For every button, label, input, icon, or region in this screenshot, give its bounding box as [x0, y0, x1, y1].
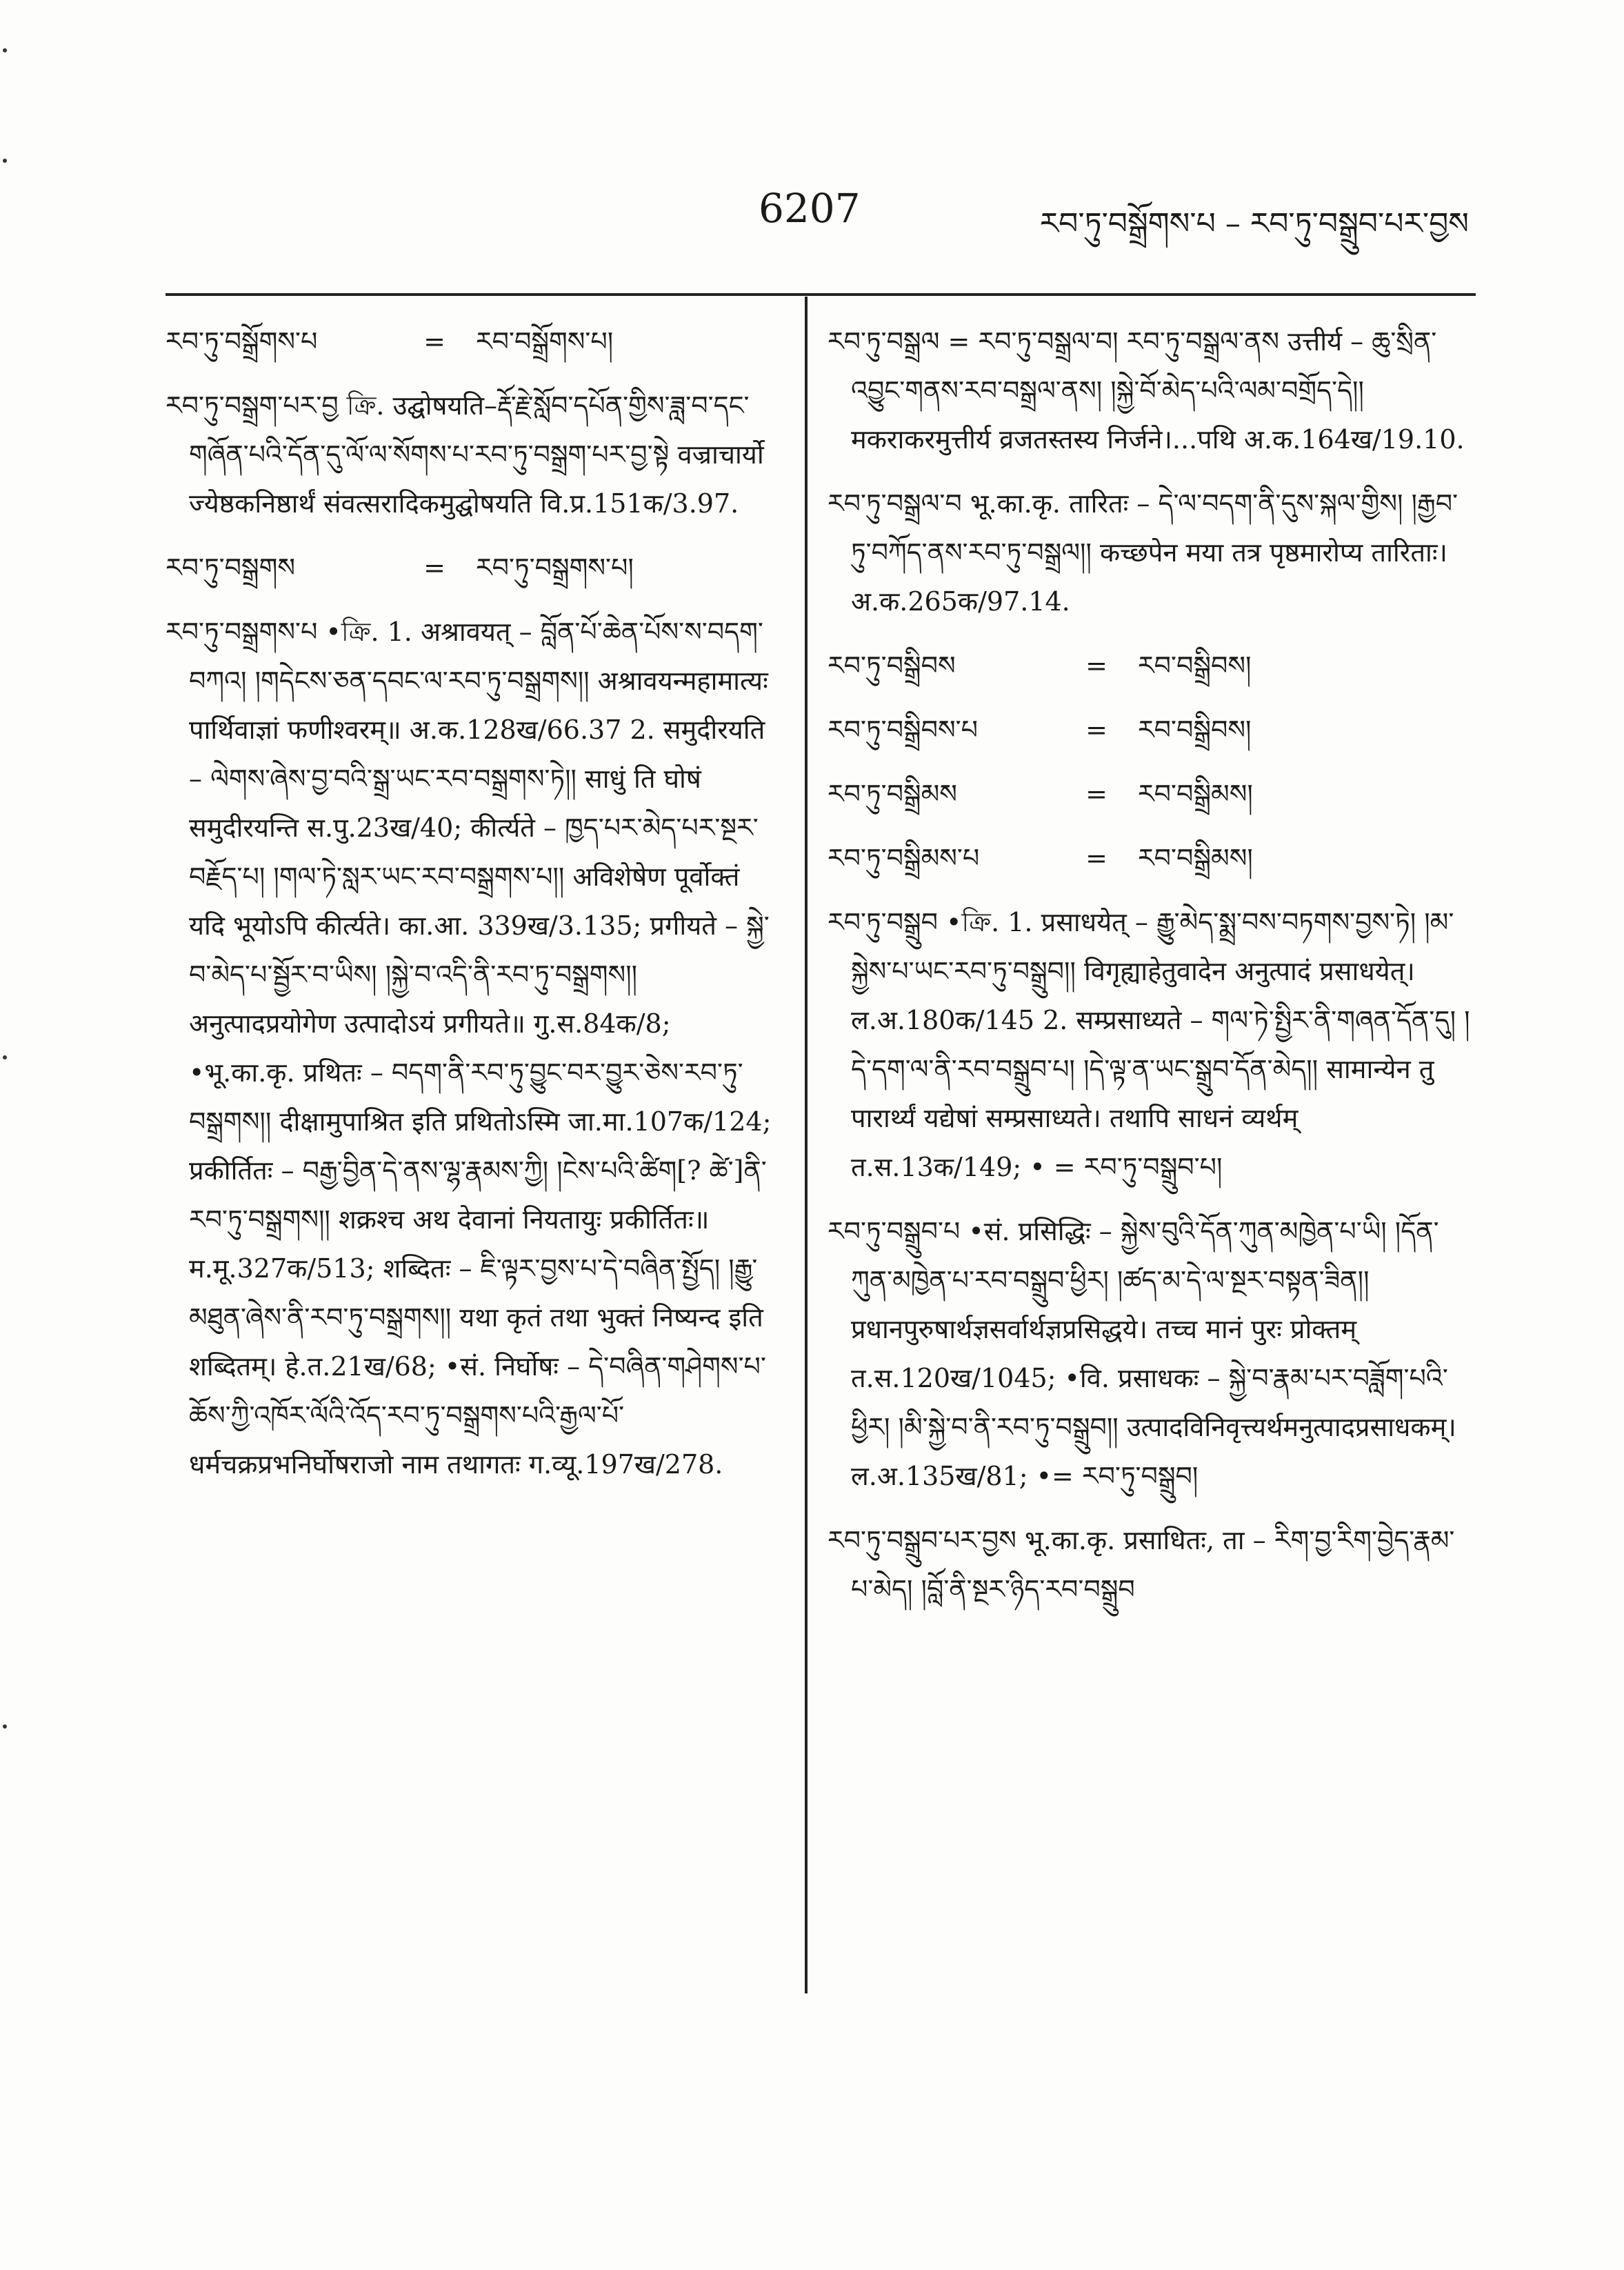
entry-target: རབ་བསྒྲིབས། — [1138, 650, 1252, 681]
dictionary-entry: རབ་ཏུ་བསྒྲགས་པ •ক্রি. 1. अश्रावयत् – བློན་པོ་ཆེན་པོས་ས་བདག་བཀའ། །གདེངས་ཅན་དབང་ལ་རབ་ཏུ་བསྒྲགས།། अश्रावयन्महामात्यः पार्थिवाज्ञां फणीश्वरम्॥ अ.क.128ख/66.37 2. समुदीरयति – ལེགས་ཞེས་བྱ་བའི་སྒྲ་ཡང་རབ་བསྒྲགས་ཏེ།། साधुं ति घोषं समुदीरयन्ति स.पु.23ख/40; कीर्त्यते – ཁྱད་པར་མེད་པར་སྔར་བརྗོད་པ། །གལ་ཏེ་སླར་ཡང་རབ་བསྒྲགས་པ།། अविशेषेण पूर्वोक्तं यदि भूयोऽपि कीर्त्यते। का.आ. 339ख/3.135; प्रगीयते – སྐྱེ་བ་མེད་པ་སྦྱོར་བ་ཡིས། །སྐྱེ་བ་འདི་ནི་རབ་ཏུ་བསྒྲགས།། अनुत्पादप्रयोगेण उत्पादोऽयं प्रगीयते॥ गु.स.84क/8; •भू.का.कृ. प्रथितः – བདག་ནི་རབ་ཏུ་བྱུང་བར་བྱུར་ཅེས་རབ་ཏུ་བསྒྲགས།། दीक्षामुपाश्रित इति प्रथितोऽस्मि जा.मा.107क/124; प्रकीर्तितः – བརྒྱ་བྱིན་དེ་ནས་ལྷ་རྣམས་ཀྱི། །ངེས་པའི་ཚིག[? ཚེ་]ནི་རབ་ཏུ་བསྒྲགས།། शक्रश्च अथ देवानां नियतायुः प्रकीर्तितः॥ म.मू.327क/513; शब्दितः – ཇི་ལྟར་བྱས་པ་དེ་བཞིན་སྤྱོད། །རྒྱུ་མཐུན་ཞེས་ནི་རབ་ཏུ་བསྒྲགས།། यथा कृतं तथा भुक्तं निष्यन्द इति शब्दितम्। हे.त.21ख/68; •सं. निर्घोषः – དེ་བཞིན་གཤེགས་པ་ཆོས་ཀྱི་འཁོར་ལོའི་འོད་རབ་ཏུ་བསྒྲགས་པའི་རྒྱལ་པོ་ धर्मचक्रप्रभनिर्घोषराजो नाम तथागतः ग.व्यू.197ख/278. — [166, 617, 772, 1480]
equals-sign: = — [1085, 650, 1107, 681]
entry-target: རབ་བསྒྲོགས་པ། — [476, 326, 614, 357]
dictionary-entry: རབ་ཏུ་བསྒྲལ་བ भू.का.कृ. तारितः – དེ་ལ་བདག་ནི་དུས་སྐལ་གྱིས། །རྒྱབ་ཏུ་བཀོད་ནས་རབ་ཏུ་བསྒྲལ།། कच्छपेन मया तत्र पृष्ठमारोप्य तारिताः। अ.क.265क/97.14. — [828, 488, 1458, 617]
cross-reference-entry — [828, 706, 1476, 755]
margin-mark — [3, 159, 7, 163]
margin-mark — [3, 1724, 7, 1729]
entry-target: རབ་བསྒྲིམས། — [1138, 843, 1253, 873]
entry-target: རབ་བསྒྲིམས། — [1138, 779, 1253, 809]
entry-headword: རབ་ཏུ་བསྒྲགས — [166, 552, 295, 583]
left-margin-marks — [0, 0, 14, 2270]
dictionary-entry: རབ་ཏུ་བསྒྲུབ •ক্রি. 1. प्रसाधयेत् – རྒྱུ་མེད་སྨྲ་བས་བཏགས་བྱས་ཏེ། །མ་སྐྱེས་པ་ཡང་རབ་ཏུ་བསྒྲུབ།། विगृह्याहेतुवादेन अनुत्पादं प्रसाधयेत्। ल.अ.180क/145 2. सम्प्रसाध्यते – གལ་ཏེ་སྤྱིར་ནི་གཞན་དོན་དུ། །དེ་དག་ལ་ནི་རབ་བསྒྲུབ་པ། །དེ་ལྟ་ན་ཡང་སྒྲུབ་དོན་མེད།། सामान्येन तु पारार्थ्यं यद्येषां सम्प्रसाध्यते। तथापि साधनं व्यर्थम् त.स.13क/149; • = རབ་ཏུ་བསྒྲུབ་པ། — [828, 907, 1470, 1182]
right-column — [828, 317, 1476, 1629]
entry-headword: རབ་ཏུ་བསྒྲོགས་པ — [166, 326, 318, 357]
dictionary-entry: རབ་ཏུ་བསྒྲག་པར་བྱ ক্রি. उद्घोषयति–རྡོ་རྗེ་སློབ་དཔོན་གྱིས་ཟླ་བ་དང་གཞོན་པའི་དོན་དུ་ལོ་ལ་སོགས་པ་རབ་ཏུ་བསྒྲག་པར་བྱ་སྟེ वज्राचार्यो ज्येष्ठकनिष्ठार्थं संवत्सरादिकमुद्घोषयति वि.प्र.151क/3.97. — [166, 390, 764, 519]
entry-headword: རབ་ཏུ་བསྒྲིབས — [828, 650, 956, 681]
equals-sign: = — [423, 552, 445, 583]
entry-headword: རབ་ཏུ་བསྒྲིབས་པ — [828, 715, 978, 745]
cross-reference-entry — [828, 641, 1476, 690]
equals-sign: = — [1085, 715, 1107, 745]
entry-headword: རབ་ཏུ་བསྒྲིམས་པ — [828, 843, 980, 873]
equals-sign: = — [1085, 843, 1107, 873]
dictionary-entry: རབ་ཏུ་བསྒྲུབ་པར་བྱས भू.का.कृ. प्रसाधितः, ता – རིག་བྱ་རིག་བྱེད་རྣམ་པ་མེད། །བློ་ནི་སྔར་ཉིད་རབ་བསྒྲུབ — [828, 1525, 1455, 1604]
margin-mark — [3, 1055, 7, 1059]
entry-target: རབ་བསྒྲིབས། — [1138, 715, 1252, 745]
entry-headword: རབ་ཏུ་བསྒྲིམས — [828, 779, 957, 809]
column-divider — [805, 297, 808, 1993]
dictionary-entry: རབ་ཏུ་བསྒྲུབ་པ •सं. प्रसिद्धिः – སྐྱེས་བུའི་དོན་ཀུན་མཁྱེན་པ་ཡི། །དོན་ཀུན་མཁྱེན་པ་རབ་བསྒྲུབ་ཕྱིར། །ཚད་མ་དེ་ལ་སྔར་བསྟན་ཟིན།། प्रधानपुरुषार्थज्ञसर्वार्थज्ञप्रसिद्धये। तच्च मानं पुरः प्रोक्तम् त.स.120ख/1045; •वि. प्रसाधकः – སྐྱེ་བ་རྣམ་པར་བཟློག་པའི་ཕྱིར། །མི་སྐྱེ་བ་ནི་རབ་ཏུ་བསྒྲུབ།། उत्पादविनिवृत्त्यर्थमनुत्पादप्रसाधकम्। ल.अ.135ख/81; •= རབ་ཏུ་བསྒྲུབ། — [828, 1216, 1456, 1491]
running-head: རབ་ཏུ་བསྒྲོགས་པ – རབ་ཏུ་བསྒྲུབ་པར་བྱས — [1039, 206, 1469, 241]
page-number: 6207 — [759, 185, 861, 232]
cross-reference-entry — [828, 770, 1476, 819]
dictionary-entry: རབ་ཏུ་བསྒྲལ = རབ་ཏུ་བསྒྲལ་བ། རབ་ཏུ་བསྒྲལ་ནས उत्तीर्य – ཆུ་སྲིན་འབྱུང་གནས་རབ་བསྒྲལ་ནས། །སྐྱེ་བོ་མེད་པའི་ལམ་བགྲོད་དེ།། मकराकरमुत्तीर्य व्रजतस्तस्य निर्जने।...पथि अ.क.164ख/19.10. — [828, 326, 1465, 455]
left-column — [166, 317, 772, 1504]
header-rule — [166, 293, 1476, 296]
entry-target: རབ་ཏུ་བསྒྲགས་པ། — [476, 552, 634, 583]
cross-reference-entry — [166, 317, 772, 366]
cross-reference-entry — [828, 834, 1476, 883]
equals-sign: = — [423, 326, 445, 357]
margin-mark — [3, 48, 7, 52]
cross-reference-entry — [166, 544, 772, 593]
equals-sign: = — [1085, 779, 1107, 809]
